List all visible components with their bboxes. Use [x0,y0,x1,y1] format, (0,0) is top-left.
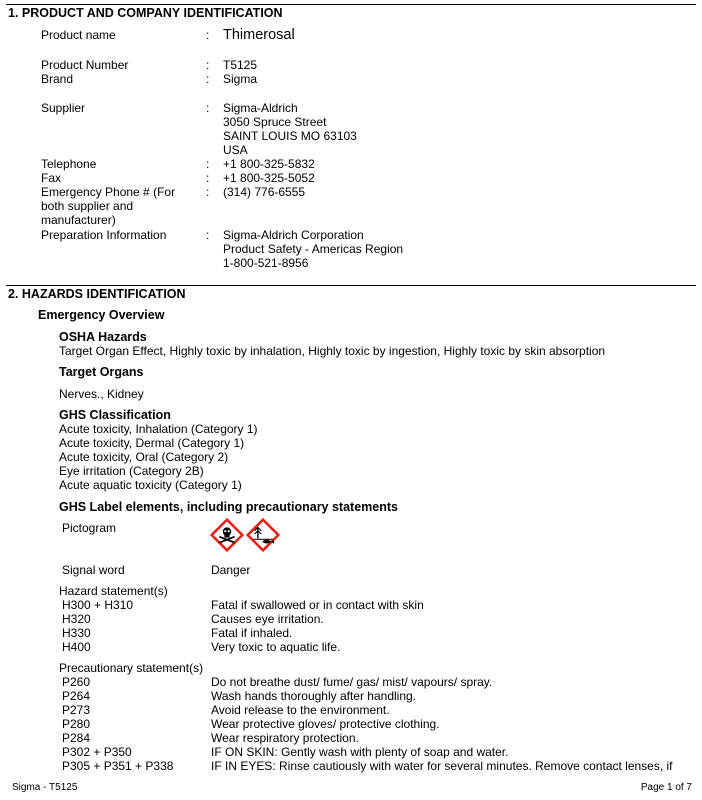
hazard-codes [62,598,133,654]
list-item: Acute aquatic toxicity (Category 1) [59,478,242,492]
fax-label: Fax [41,171,62,185]
list-item: Eye irritation (Category 2B) [59,464,204,478]
telephone-label: Telephone [41,157,97,171]
supplier-address [223,101,357,157]
precautionary-statements-heading: Precautionary statement(s) [59,661,204,675]
footer-document-id: Sigma - T5125 [12,782,78,793]
statement-code: P264 [62,689,91,703]
environment-icon [246,518,280,552]
preparation-line: 1-800-521-8956 [223,256,309,270]
brand-value: Sigma [223,72,258,86]
pictogram-label: Pictogram [62,521,117,535]
statement-code: H330 [62,626,91,640]
hazard-statements-heading: Hazard statement(s) [59,584,168,598]
emergency-phone-value: (314) 776-6555 [223,185,306,199]
statement-code: H300 + H310 [62,598,134,612]
ghs-classification-heading: GHS Classification [59,408,171,422]
list-item: Acute toxicity, Inhalation (Category 1) [59,422,258,436]
target-organs-text: Nerves., Kidney [59,387,144,401]
brand-label: Brand [41,72,74,86]
statement-text: Wear protective gloves/ protective clothing. [211,717,440,731]
colon: : [206,185,210,199]
colon: : [206,228,210,242]
statement-code: P260 [62,675,91,689]
section-1-rule [6,4,696,5]
precautionary-texts [211,675,673,773]
supplier-line: SAINT LOUIS MO 63103 [223,129,357,143]
product-name-label: Product name [41,28,116,42]
statement-text: Avoid release to the environment. [211,703,390,717]
emergency-label-line: Emergency Phone # (For [41,185,176,199]
emergency-label-line: manufacturer) [41,213,116,227]
statement-text: Very toxic to aquatic life. [211,640,341,654]
statement-code: P305 + P351 + P338 [62,759,174,773]
list-item: Acute toxicity, Dermal (Category 1) [59,436,245,450]
statement-text: IF ON SKIN: Gently wash with plenty of soap and water. [211,745,509,759]
emergency-phone-label [41,185,175,227]
statement-text: Wear respiratory protection. [211,731,359,745]
supplier-label: Supplier [41,101,86,115]
signal-word-value: Danger [211,563,251,577]
section-2-rule [6,285,696,286]
list-item: Acute toxicity, Oral (Category 2) [59,450,229,464]
section-2-title: 2. HAZARDS IDENTIFICATION [8,287,186,301]
signal-word-label: Signal word [62,563,125,577]
telephone-value: +1 800-325-5832 [223,157,315,171]
footer-page-number: Page 1 of 7 [640,782,692,793]
statement-code: H400 [62,640,91,654]
statement-code: P273 [62,703,91,717]
statement-text: Do not breathe dust/ fume/ gas/ mist/ vapours/ spray. [211,675,493,689]
colon: : [206,101,210,115]
supplier-line: USA [223,143,248,157]
target-organs-heading: Target Organs [59,365,144,379]
statement-text: Causes eye irritation. [211,612,324,626]
ghs-label-elements-heading: GHS Label elements, including precautionary statements [59,500,398,514]
statement-code: P302 + P350 [62,745,132,759]
colon: : [206,171,210,185]
statement-text: IF IN EYES: Rinse cautiously with water for several minutes. Remove contact lenses, if [211,759,673,773]
product-number-label: Product Number [41,58,129,72]
preparation-info-label: Preparation Information [41,228,167,242]
statement-text: Wash hands thoroughly after handling. [211,689,417,703]
hazard-texts [211,598,424,654]
statement-code: H320 [62,612,91,626]
precautionary-codes [62,675,173,773]
colon: : [206,28,210,42]
skull-crossbones-icon [210,518,244,552]
preparation-line: Product Safety - Americas Region [223,242,404,256]
colon: : [206,58,210,72]
emergency-overview-heading: Emergency Overview [38,308,165,322]
osha-hazards-heading: OSHA Hazards [59,330,147,344]
preparation-line: Sigma-Aldrich Corporation [223,228,364,242]
product-name-value: Thimerosal [223,27,295,43]
statement-text: Fatal if swallowed or in contact with skin [211,598,424,612]
colon: : [206,157,210,171]
product-number-value: T5125 [223,58,258,72]
colon: : [206,72,210,86]
supplier-line: 3050 Spruce Street [223,115,327,129]
preparation-info-value [223,228,403,270]
osha-hazards-text: Target Organ Effect, Highly toxic by inhalation, Highly toxic by ingestion, Highly toxic by skin absorption [59,344,606,358]
section-1-title: 1. PRODUCT AND COMPANY IDENTIFICATION [8,6,283,20]
statement-text: Fatal if inhaled. [211,626,293,640]
statement-code: P280 [62,717,91,731]
ghs-classification-list [59,422,258,492]
supplier-line: Sigma-Aldrich [223,101,298,115]
emergency-label-line: both supplier and [41,199,134,213]
fax-value: +1 800-325-5052 [223,171,315,185]
pictogram-group [210,518,280,552]
statement-code: P284 [62,731,91,745]
